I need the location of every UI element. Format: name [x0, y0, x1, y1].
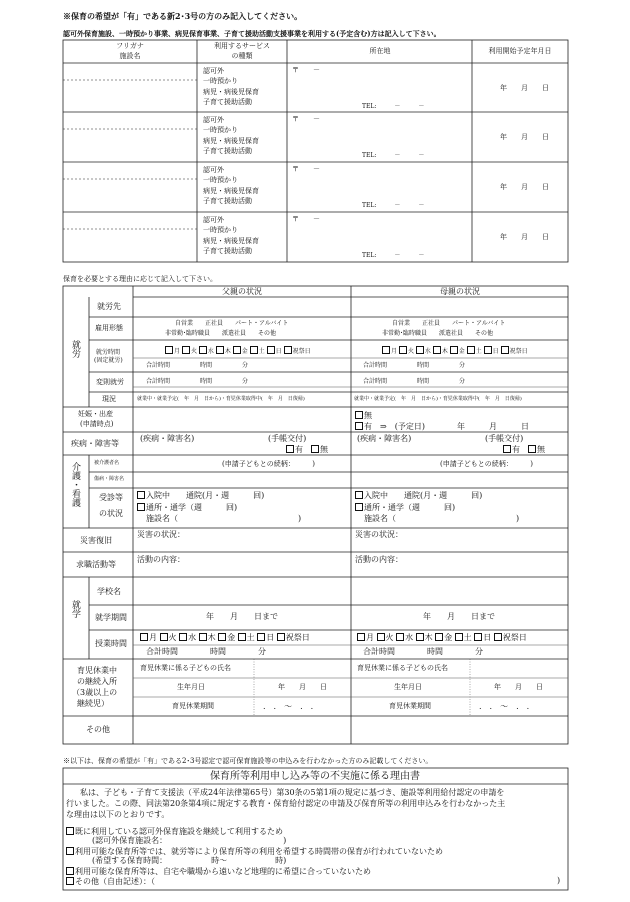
label-school-period: 就学期間: [95, 613, 127, 622]
label-class-time: 授業時間: [95, 639, 127, 648]
sec1-intro: 認可外保育施設、一時預かり事業、病児保育事業、子育て援助活動支援事業を利用する(予定含む)方は記入して下さい。: [63, 29, 441, 38]
father-header: 父親の状況: [222, 287, 262, 296]
label-treatment-2: の状況: [99, 509, 123, 518]
label-disaster: 災害復旧: [80, 536, 112, 545]
service-item: 病児・病後児保育: [203, 237, 259, 245]
sec3-para-2: 行いました。この際、同法第20条第4項に規定する教育・保育給付認定の申請及び保育所等の利用申込みを行わなかった主: [66, 799, 506, 808]
label-hours-fixed: (固定就労): [94, 357, 123, 364]
service-item: 子育て援助活動: [203, 147, 252, 155]
father-leave-child: 育児休業に係る子どもの氏名: [140, 664, 231, 672]
service-item: 認可外: [203, 216, 224, 224]
mother-leave-child: 育児休業に係る子どもの氏名: [357, 664, 448, 672]
checkbox[interactable]: [66, 877, 74, 885]
label-care-person: 被介護者名: [94, 460, 120, 466]
label-treatment: 受診等: [99, 493, 123, 502]
label-school: 就学: [70, 600, 80, 618]
checkbox[interactable]: [66, 867, 74, 875]
checkbox[interactable]: [66, 847, 74, 855]
service-item: 子育て援助活動: [203, 247, 252, 255]
mother-commute: 通所・通学（週 回): [355, 503, 455, 512]
mother-illness-name: (疾病・障害名): [357, 434, 412, 443]
tel-field: TEL: － －: [362, 103, 425, 110]
checkbox[interactable]: [435, 633, 443, 641]
checkbox[interactable]: [399, 346, 407, 354]
father-dob-label: 生年月日: [177, 683, 205, 691]
header-start-date: 利用開始予定年月日: [488, 47, 552, 55]
label-employment: 雇用形態: [95, 324, 123, 332]
checkbox[interactable]: [433, 346, 441, 354]
father-workdays: 月 火 水 木 金 土 日 祝祭日: [165, 346, 311, 355]
checkbox[interactable]: [179, 633, 187, 641]
checkbox[interactable]: [382, 346, 390, 354]
tel-field: TEL: － －: [362, 152, 425, 159]
label-jobhunt: 求職活動等: [76, 560, 116, 569]
checkbox[interactable]: [355, 503, 363, 511]
service-item: 一時預かり: [203, 226, 238, 234]
emp-options: 自営業 正社員 パート・アルバイト: [392, 320, 506, 327]
checkbox[interactable]: [267, 346, 275, 354]
checkbox[interactable]: [216, 346, 224, 354]
postal-code: 〒 －: [292, 215, 320, 223]
label-illness: 疾病・障害等: [71, 439, 119, 448]
checkbox[interactable]: [355, 422, 363, 430]
mother-dob-label: 生年月日: [394, 683, 422, 691]
service-item: 一時預かり: [203, 77, 238, 85]
tel-field: TEL: － －: [362, 252, 425, 259]
checkbox[interactable]: [311, 445, 319, 453]
father-handbook: (手帳交付): [268, 434, 307, 443]
father-relation: (申請子どもとの続柄： ): [222, 460, 315, 468]
label-work-place: 就労先: [97, 302, 121, 311]
checkbox[interactable]: [286, 445, 294, 453]
mother-facility-name: 施設名（ ): [364, 514, 520, 523]
checkbox[interactable]: [357, 633, 365, 641]
label-childcare: 育児休業中: [77, 666, 117, 675]
father-school-until: 年 月 日まで: [206, 612, 278, 621]
mother-class-total: 合計時間 時間 分: [363, 647, 483, 656]
checkbox[interactable]: [484, 346, 492, 354]
mother-header: 母親の状況: [440, 287, 480, 296]
father-hospital: 入院中 通院(月・週 回): [137, 491, 264, 500]
checkbox[interactable]: [257, 633, 265, 641]
checkbox[interactable]: [277, 633, 285, 641]
notice-top: ※保育の希望が「有」である新2･3号の方のみ記入してください。: [63, 11, 303, 21]
label-pregnancy-2: (申請時点): [80, 420, 114, 428]
service-item: 病児・病後児保育: [203, 88, 259, 96]
label-care-disease: 傷病・障害名: [94, 476, 125, 482]
header-furigana: フリガナ: [116, 42, 144, 50]
father-illness-name: (疾病・障害名): [140, 434, 195, 443]
postal-code: 〒 －: [292, 115, 320, 123]
postal-code: 〒 －: [292, 66, 320, 74]
sec2-intro: 保育を必要とする理由に応じて記入して下さい。: [63, 275, 217, 283]
sec3-title: 保育所等利用申し込み等の不実施に係る理由書: [210, 771, 420, 782]
checkbox[interactable]: [528, 445, 536, 453]
checkbox[interactable]: [455, 633, 463, 641]
emp-options: 自営業 正社員 パート・アルバイト: [175, 320, 289, 327]
checkbox[interactable]: [474, 633, 482, 641]
sec3-notice: ※以下は、保育の希望が「有」である2･3号認定で認可保育施設等の申込みを行わなかった方のみ記載してください。: [63, 757, 433, 765]
emp-options-2: 非常勤･臨時職員 派遣社員 その他: [165, 330, 277, 337]
checkbox[interactable]: [238, 633, 246, 641]
father-leave-period-label: 育児休業期間: [172, 702, 214, 710]
service-item: 認可外: [203, 166, 224, 174]
checkbox[interactable]: [355, 411, 363, 419]
mother-disaster: 災害の状況：: [355, 530, 403, 539]
father-status: 就業中・就業予定( 年 月 日から)・育児休業取得中( 年 月 日復帰): [137, 396, 305, 402]
mother-dob: 年 月 日: [494, 683, 543, 691]
mother-total-time: 合計時間 時間 分: [363, 362, 466, 369]
checkbox[interactable]: [218, 633, 226, 641]
checkbox[interactable]: [494, 633, 502, 641]
checkbox[interactable]: [165, 346, 173, 354]
checkbox[interactable]: [450, 346, 458, 354]
mother-leave-period: . . 〜 . .: [479, 702, 530, 711]
father-class-days: 月 火 水 木 金 土 日 祝祭日: [140, 633, 310, 642]
mother-handbook: (手帳交付): [485, 434, 524, 443]
checkbox[interactable]: [160, 633, 168, 641]
father-commute: 通所・通学（週 回): [137, 503, 237, 512]
service-item: 子育て援助活動: [203, 98, 252, 106]
father-facility-name: 施設名（ ): [146, 514, 302, 523]
checkbox[interactable]: [140, 633, 148, 641]
reason-option-1: 既に利用している認可外保育施設を継続して利用するため: [66, 827, 283, 836]
service-item: 一時預かり: [203, 176, 238, 184]
father-activity: 活動の内容：: [137, 555, 185, 564]
mother-status: 就業中・就業予定( 年 月 日から)・育児休業取得中( 年 月 日復帰): [354, 396, 522, 402]
checkbox[interactable]: [137, 503, 145, 511]
checkbox[interactable]: [467, 346, 475, 354]
mother-class-days: 月 火 水 木 金 土 日 祝祭日: [357, 633, 527, 642]
checkbox[interactable]: [503, 445, 511, 453]
checkbox[interactable]: [416, 346, 424, 354]
father-dob: 年 月 日: [278, 683, 327, 691]
label-pregnancy: 妊娠・出産: [78, 410, 113, 418]
checkbox[interactable]: [199, 633, 207, 641]
service-item: 認可外: [203, 67, 224, 75]
label-work: 就労: [70, 340, 80, 358]
checkbox[interactable]: [501, 346, 509, 354]
mother-variable-time: 合計時間 時間 分: [363, 378, 466, 385]
pregnancy-none: 無: [355, 411, 372, 420]
mother-leave-period-label: 育児休業期間: [389, 702, 431, 710]
label-hours: 就労時間: [96, 349, 121, 356]
checkbox[interactable]: [355, 491, 363, 499]
label-school-name: 学校名: [97, 587, 121, 596]
start-date: 年 月 日: [500, 183, 549, 191]
service-item: 一時預かり: [203, 126, 238, 134]
reason-option-2-detail: (希望する保育時間： 時〜 時): [92, 856, 287, 865]
header-facility: 施設名: [119, 52, 141, 60]
sec3-para-1: 私は、子ども・子育て支援法（平成24年法律第65号）第30条の5第1項の規定に基づき、施設等利用給付認定の申請を: [80, 788, 505, 797]
checkbox[interactable]: [137, 491, 145, 499]
checkbox[interactable]: [284, 346, 292, 354]
checkbox[interactable]: [66, 827, 74, 835]
service-item: 病児・病後児保育: [203, 187, 259, 195]
label-care: 介護・看護: [70, 462, 80, 507]
postal-code: 〒 －: [292, 165, 320, 173]
header-service: 利用するサービス: [214, 42, 270, 50]
father-leave-period: . . 〜 . .: [263, 702, 314, 711]
label-childcare-4: 継続児）: [77, 699, 109, 708]
reason-option-4-close: ): [557, 876, 561, 885]
checkbox[interactable]: [377, 633, 385, 641]
father-handbook-check: 有 無: [286, 445, 328, 454]
start-date: 年 月 日: [500, 233, 549, 241]
start-date: 年 月 日: [500, 84, 549, 92]
reason-option-3: 利用可能な保育所等は、自宅や職場から遠いなど地理的に希望に合っていないため: [66, 867, 371, 876]
service-item: 病児・病後児保育: [203, 137, 259, 145]
label-status: 現況: [102, 395, 116, 403]
mother-handbook-check: 有 無: [503, 445, 545, 454]
emp-options-2: 非常勤･臨時職員 派遣社員 その他: [382, 330, 494, 337]
father-disaster: 災害の状況：: [137, 530, 185, 539]
label-childcare-3: （3歳以上の: [72, 688, 118, 697]
sec3-para-3: な理由は以下のとおりです。: [66, 810, 170, 819]
reason-option-4: その他（自由記述）：（: [66, 877, 155, 886]
label-variable: 変則就労: [96, 378, 124, 386]
checkbox[interactable]: [182, 346, 190, 354]
reason-option-1-detail: (認可外保育施設名： ): [92, 836, 287, 845]
father-class-total: 合計時間 時間 分: [146, 647, 266, 656]
checkbox[interactable]: [396, 633, 404, 641]
mother-hospital: 入院中 通院(月・週 回): [355, 491, 482, 500]
service-item: 認可外: [203, 116, 224, 124]
checkbox[interactable]: [199, 346, 207, 354]
checkbox[interactable]: [250, 346, 258, 354]
mother-activity: 活動の内容：: [355, 555, 403, 564]
header-service-2: の種類: [231, 52, 253, 60]
mother-relation: (申請子どもとの続柄： ): [440, 460, 533, 468]
mother-school-until: 年 月 日まで: [423, 612, 495, 621]
tel-field: TEL: － －: [362, 202, 425, 209]
header-location: 所在地: [369, 47, 391, 55]
father-variable-time: 合計時間 時間 分: [146, 378, 249, 385]
label-childcare-2: の継続入所: [77, 677, 117, 686]
label-other: その他: [86, 725, 110, 734]
service-item: 子育て援助活動: [203, 197, 252, 205]
pregnancy-yes: 有 ⇒ (予定日) 年 月 日: [355, 422, 529, 431]
checkbox[interactable]: [416, 633, 424, 641]
father-total-time: 合計時間 時間 分: [146, 362, 249, 369]
mother-workdays: 月 火 水 木 金 土 日 祝祭日: [382, 346, 528, 355]
reason-option-2: 利用可能な保育所等では、就労等により保育所等の利用を希望する時間帯の保育が行われていないため: [66, 847, 443, 856]
start-date: 年 月 日: [500, 133, 549, 141]
checkbox[interactable]: [233, 346, 241, 354]
